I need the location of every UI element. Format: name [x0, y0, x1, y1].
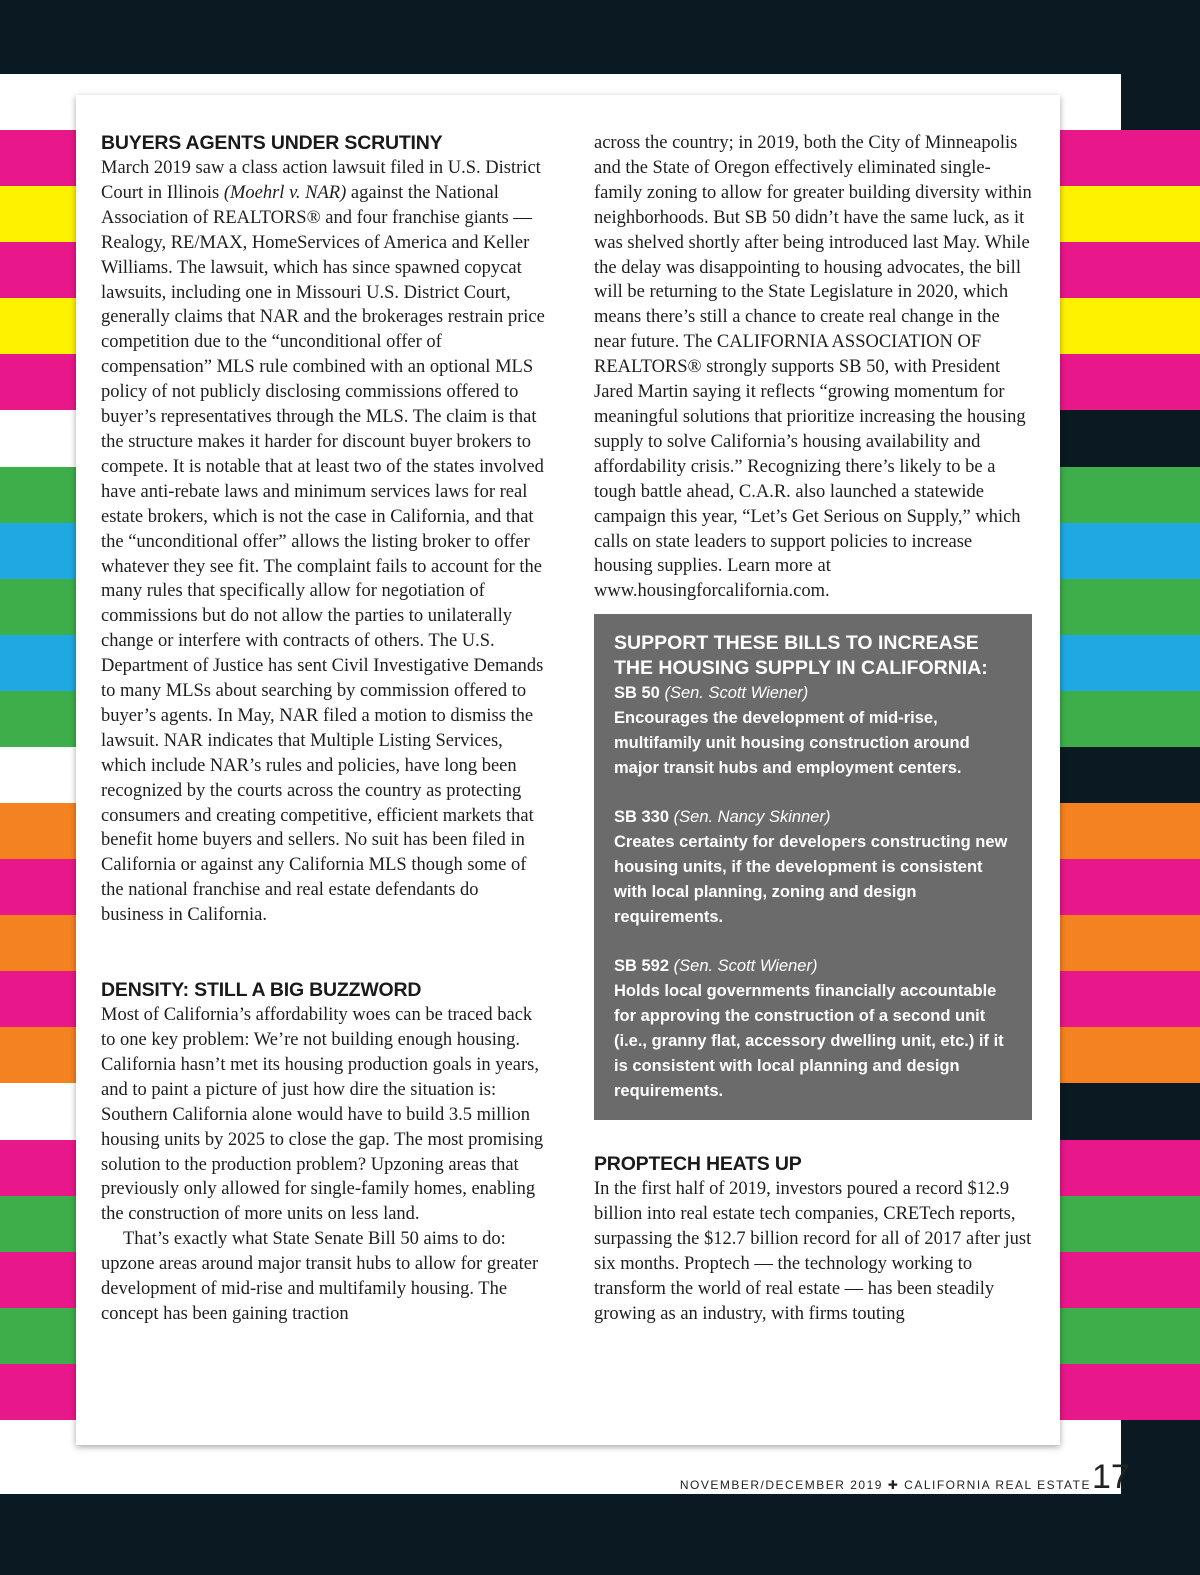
right-stripe-band [1058, 130, 1200, 1420]
stripe-dark [1058, 1083, 1200, 1140]
stripe-magenta [0, 354, 76, 411]
stripe-green [1058, 691, 1200, 748]
stripe-green [0, 691, 76, 748]
stripe-dark [1058, 747, 1200, 804]
bill-number: SB 592 [614, 957, 670, 976]
bill-description: Holds local governments financially accountable for approving the construction of a second unit (i.e., granny flat, accessory dwelling unit, etc.) if it is consistent with local planning and design requirements. [614, 982, 1004, 1101]
bill-entry [614, 681, 1014, 781]
bill-entry [614, 954, 1014, 1104]
stripe-dark [1058, 410, 1200, 467]
stripe-magenta [0, 859, 76, 916]
stripe-orange [1058, 1027, 1200, 1084]
stripe-orange [1058, 803, 1200, 860]
stripe-green [0, 579, 76, 636]
stripe-magenta [0, 242, 76, 299]
stripe-magenta [0, 1252, 76, 1309]
stripe-yellow [0, 298, 76, 355]
bill-description: Encourages the development of mid-rise, multifamily unit housing construction around major transit hubs and employment centers. [614, 709, 970, 778]
stripe-magenta [1058, 354, 1200, 411]
stripe-cyan [0, 523, 76, 580]
bill-description: Creates certainty for developers constructing new housing units, if the development is consistent with local planning, zoning and design requirements. [614, 833, 1008, 927]
left-stripe-band [0, 130, 76, 1420]
bill-sponsor: (Sen. Nancy Skinner) [673, 808, 831, 827]
stripe-magenta [0, 971, 76, 1028]
bills-sidebar [594, 614, 1032, 1120]
section-heading-density: DENSITY: STILL A BIG BUZZWORD [101, 979, 422, 1002]
stripe-magenta [1058, 1140, 1200, 1197]
stripe-magenta [1058, 859, 1200, 916]
paragraph-text: against the National Association of REALTORS® and four franchise giants — Realogy, RE/MAX, HomeServices of America and Keller Williams. The lawsuit, which has since spawned copycat lawsuits, including one in Missouri U.S. District Court, generally claims that NAR and the brokerages restrain price competition due to the “unconditional offer of compensation” MLS rule combined with an optional MLS policy of not publicly disclosing commissions offered to buyer’s representatives through the MLS. The claim is that the structure makes it harder for discount buyer brokers to compete. It is notable that at least two of the states involved have anti-rebate laws and minimum services laws for real estate brokers, which is not the case in California, and that the “unconditional offer” allows the listing broker to offer whatever they see fit. The complaint fails to account for the many rules that specifically allow for negotiation of commissions but do not allow the parties to unilaterally change or interfere with contracts of others. The U.S. Department of Justice has sent Civil Investigative Demands to many MLSs about searching by commission offered to buyer’s agents. In May, NAR filed a motion to dismiss the lawsuit. NAR indicates that Multiple Listing Services, which include NAR’s rules and policies, have long been recognized by the courts across the country as protecting consumers and creating competitive, efficient markets that benefit home buyers and sellers. No suit has been filed in California or against any California MLS though some of the national franchise and real estate defendants do business in California. [101, 182, 545, 926]
stripe-green [1058, 467, 1200, 524]
bill-sponsor: (Sen. Scott Wiener) [664, 684, 809, 703]
stripe-magenta [0, 1140, 76, 1197]
stripe-magenta [0, 130, 76, 187]
page-footer [680, 1478, 1091, 1492]
stripe-green [0, 1196, 76, 1253]
issue-date: NOVEMBER/DECEMBER 2019 [679, 1478, 883, 1492]
stripe-white [0, 410, 76, 467]
stripe-magenta [1058, 971, 1200, 1028]
stripe-orange [0, 803, 76, 860]
left-column [101, 131, 545, 1327]
stripe-orange [1058, 915, 1200, 972]
section-heading-proptech: PROPTECH HEATS UP [594, 1153, 802, 1176]
stripe-cyan [1058, 523, 1200, 580]
stripe-magenta [1058, 1252, 1200, 1309]
stripe-green [0, 467, 76, 524]
density-paragraph-1: Most of California’s affordability woes can be traced back to one key problem: We’re not building enough housing. California hasn’t met its housing production goals in years, and to paint a picture of just how dire the situation is: Southern California alone would have to build 3.5 million housing units by 2025 to close the gap. The most promising solution to the production problem? Upzoning areas that previously only allowed for single-family homes, enabling the construction of more units on less land. [101, 1005, 544, 1225]
stripe-white [0, 747, 76, 804]
density-paragraph-2: That’s exactly what State Senate Bill 50 aims to do: upzone areas around major transit hubs to allow for greater development of mid-rise and multifamily housing. The concept has been gaining traction [101, 1229, 539, 1324]
density-continued-paragraph: across the country; in 2019, both the City of Minneapolis and the State of Oregon effectively eliminated single-family zoning to allow for greater building diversity within neighborhoods. But SB 50 didn’t have the same luck, as it was shelved shortly after being introduced last May. While the delay was disappointing to housing advocates, the bill will be returning to the State Legislature in 2020, which means there’s still a chance to create real change in the near future. The CALIFORNIA ASSOCIATION OF REALTORS® strongly supports SB 50, with President Jared Martin saying it reflects “growing momentum for meaningful solutions that prioritize increasing the housing supply to solve California’s housing availability and affordability crisis.” Recognizing there’s likely to be a tough battle ahead, C.A.R. also launched a statewide campaign this year, “Let’s Get Serious on Supply,” which calls on state leaders to support policies to increase housing supplies. Learn more at www.housingforcalifornia.com. [594, 133, 1032, 602]
stripe-orange [0, 915, 76, 972]
stripe-green [0, 1308, 76, 1365]
bill-sponsor: (Sen. Scott Wiener) [673, 957, 818, 976]
stripe-green [1058, 1308, 1200, 1365]
case-name: (Moehrl v. NAR) [223, 182, 347, 203]
stripe-white [0, 1083, 76, 1140]
article-card [76, 95, 1060, 1445]
stripe-magenta [1058, 1364, 1200, 1421]
bill-entry [614, 805, 1014, 930]
stripe-magenta [1058, 130, 1200, 187]
stripe-orange [0, 1027, 76, 1084]
stripe-yellow [1058, 186, 1200, 243]
proptech-paragraph: In the first half of 2019, investors poured a record $12.9 billion into real estate tech companies, CRETech reports, surpassing the $12.7 billion record for all of 2017 after just six months. Proptech — the technology working to transform the world of real estate — has been steadily growing as an industry, with firms touting [594, 1179, 1032, 1324]
stripe-magenta [1058, 242, 1200, 299]
paragraph-text: March 2019 saw a class action lawsuit filed in U.S. District Court in Illinois [101, 158, 541, 203]
bill-number: SB 50 [614, 684, 660, 703]
separator-icon: ✚ [887, 1478, 900, 1492]
page-number: 17 [1092, 1458, 1130, 1496]
stripe-green [1058, 1196, 1200, 1253]
publication-name: CALIFORNIA REAL ESTATE [904, 1478, 1091, 1492]
right-column [594, 131, 1034, 1327]
stripe-green [1058, 579, 1200, 636]
stripe-yellow [1058, 298, 1200, 355]
section-heading-buyers-agents: BUYERS AGENTS UNDER SCRUTINY [101, 132, 443, 154]
bill-number: SB 330 [614, 808, 670, 827]
stripe-cyan [1058, 635, 1200, 692]
buyers-agents-paragraph [101, 156, 545, 928]
stripe-cyan [0, 635, 76, 692]
bills-list [614, 681, 1014, 1104]
stripe-magenta [0, 1364, 76, 1421]
stripe-yellow [0, 186, 76, 243]
sidebar-heading: SUPPORT THESE BILLS TO INCREASE THE HOUSING SUPPLY IN CALIFORNIA: [614, 632, 988, 680]
